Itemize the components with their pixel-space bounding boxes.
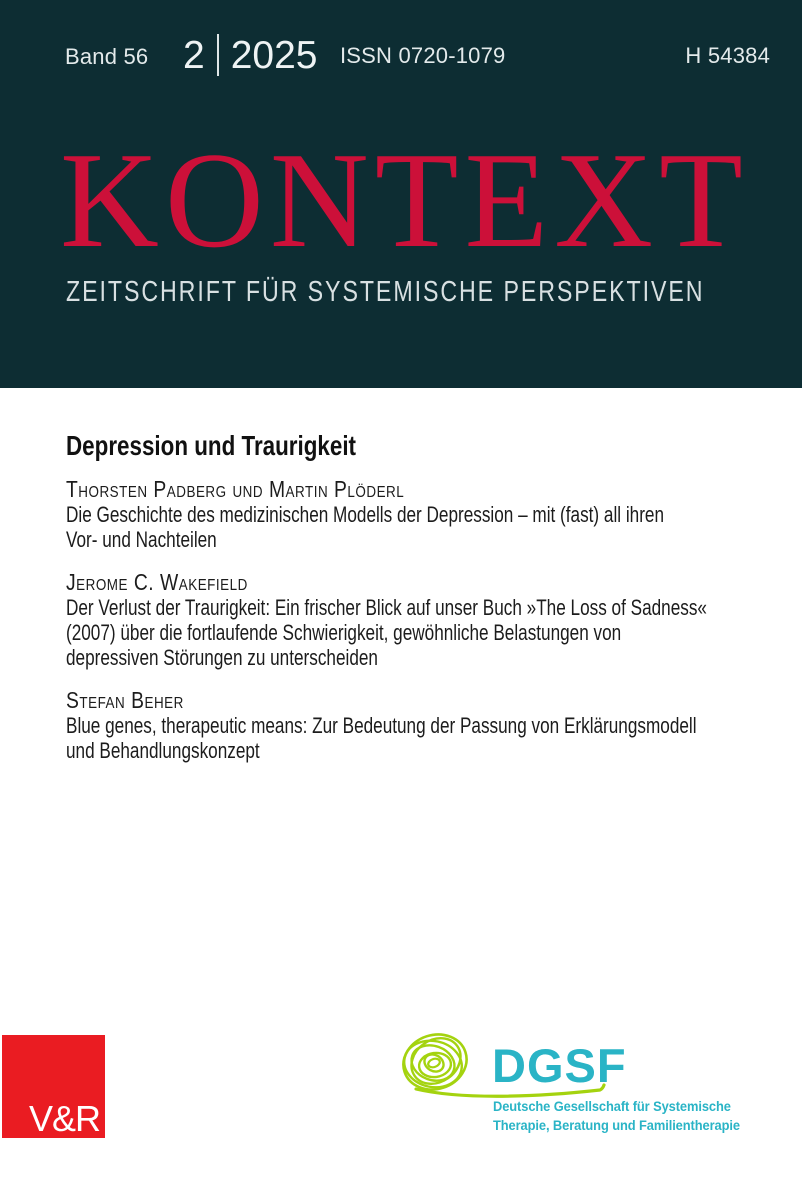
volume-label: Band 56 <box>65 44 149 69</box>
issn-label: ISSN 0720-1079 <box>340 43 506 68</box>
vr-publisher-logo <box>2 1035 105 1138</box>
entry-title-line: Blue genes, therapeutic means: Zur Bedeutung der Passung von Erklärungsmodell <box>66 713 697 739</box>
journal-subtitle: ZEITSCHRIFT FÜR SYSTEMISCHE PERSPEKTIVEN <box>66 276 705 308</box>
entry-title-line: Der Verlust der Traurigkeit: Ein frischer Blick auf unser Buch »The Loss of Sadness« <box>66 595 707 621</box>
toc-entry <box>66 687 782 763</box>
entry-title-line: depressiven Störungen zu unterscheiden <box>66 645 378 671</box>
vr-logo-text: V&R <box>28 1098 100 1139</box>
masthead <box>0 0 802 388</box>
entry-authors: Stefan Beher <box>66 687 184 714</box>
entry-title-line: und Behandlungskonzept <box>66 738 260 764</box>
toc-entry <box>66 476 782 552</box>
entry-title-line: Vor- und Nachteilen <box>66 527 217 553</box>
section-title: Depression und Traurigkeit <box>66 430 357 461</box>
issue-year: 2025 <box>230 34 318 77</box>
issue-label <box>183 36 317 78</box>
dgsf-name-line1: Deutsche Gesellschaft für Systemische <box>493 1098 731 1114</box>
entry-authors: Jerome C. Wakefield <box>66 569 248 596</box>
entry-title-line: Die Geschichte des medizinischen Modells der Depression – mit (fast) all ihren <box>66 502 665 528</box>
entry-title-line: (2007) über die fortlaufende Schwierigkeit, gewöhnliche Belastungen von <box>66 620 622 646</box>
dgsf-logo <box>398 1030 778 1145</box>
heft-number-label: H 54384 <box>685 43 770 68</box>
dgsf-acronym: DGSF <box>492 1039 627 1092</box>
issue-number: 2 <box>183 34 205 77</box>
issue-divider-line <box>217 34 219 76</box>
table-of-contents <box>66 430 782 780</box>
entry-authors: Thorsten Padberg und Martin Plöderl <box>66 476 405 503</box>
journal-title: KONTEXT <box>60 124 749 276</box>
dgsf-name-line2: Therapie, Beratung und Familientherapie <box>493 1117 740 1133</box>
toc-entry <box>66 569 782 670</box>
